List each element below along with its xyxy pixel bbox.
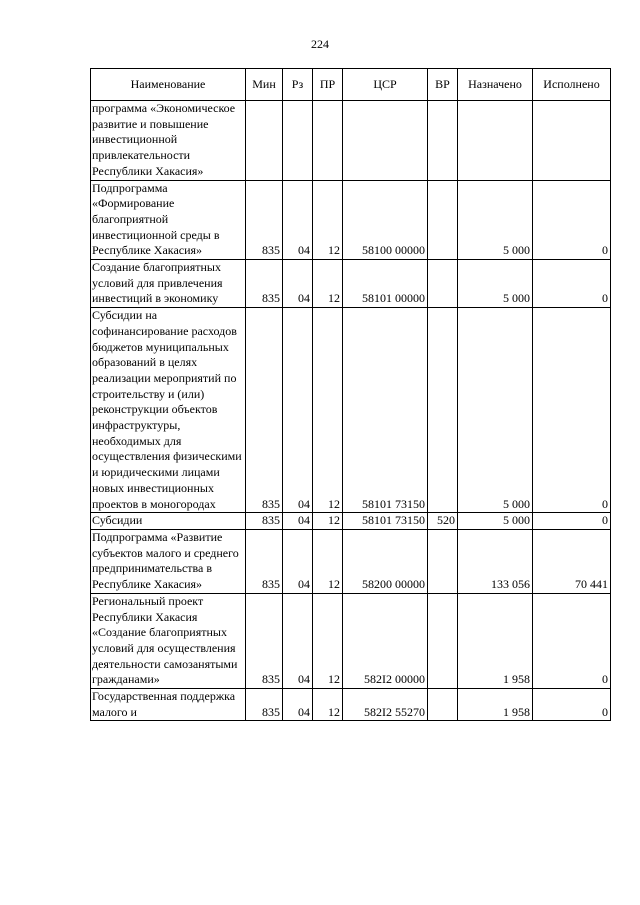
row-csr: 582I2 55270 [343,689,428,721]
header-assigned: Назначено [458,69,533,101]
row-rz: 04 [283,689,313,721]
row-min: 835 [246,180,283,260]
row-csr: 58100 00000 [343,180,428,260]
table-row [91,689,611,721]
row-assigned [458,101,533,181]
row-assigned: 1 958 [458,689,533,721]
row-csr: 58101 73150 [343,308,428,513]
row-executed: 0 [533,689,611,721]
row-vr [428,593,458,688]
row-assigned: 5 000 [458,180,533,260]
header-csr: ЦСР [343,69,428,101]
row-assigned: 5 000 [458,513,533,530]
row-vr [428,308,458,513]
header-name: Наименование [91,69,246,101]
table-header-row [91,69,611,101]
table-row [91,101,611,181]
row-rz: 04 [283,260,313,308]
row-min: 835 [246,513,283,530]
row-assigned: 5 000 [458,260,533,308]
row-vr: 520 [428,513,458,530]
row-name: Государственная поддержка малого и [91,689,246,721]
row-name: Создание благоприятных условий для привлечения инвестиций в экономику [91,260,246,308]
row-csr: 58101 00000 [343,260,428,308]
row-rz: 04 [283,180,313,260]
row-vr [428,260,458,308]
row-csr: 58200 00000 [343,529,428,593]
row-pr: 12 [313,513,343,530]
budget-table [90,68,611,721]
row-min: 835 [246,308,283,513]
header-vr: ВР [428,69,458,101]
row-vr [428,180,458,260]
row-pr: 12 [313,689,343,721]
row-rz: 04 [283,513,313,530]
row-assigned: 1 958 [458,593,533,688]
row-executed: 0 [533,513,611,530]
row-executed: 70 441 [533,529,611,593]
table-row [91,260,611,308]
page-number: 224 [311,37,329,51]
row-min: 835 [246,689,283,721]
header-executed: Исполнено [533,69,611,101]
row-min: 835 [246,260,283,308]
row-min: 835 [246,529,283,593]
table-row [91,593,611,688]
header-rz: Рз [283,69,313,101]
row-executed [533,101,611,181]
row-pr: 12 [313,180,343,260]
row-pr: 12 [313,529,343,593]
row-pr: 12 [313,308,343,513]
row-assigned: 5 000 [458,308,533,513]
row-csr: 582I2 00000 [343,593,428,688]
row-vr [428,529,458,593]
table-row [91,529,611,593]
row-csr [343,101,428,181]
row-vr [428,689,458,721]
row-executed: 0 [533,260,611,308]
header-min: Мин [246,69,283,101]
table-row [91,513,611,530]
row-executed: 0 [533,308,611,513]
row-rz: 04 [283,308,313,513]
row-name: Субсидии на софинансирование расходов бюджетов муниципальных образований в целях реализации мероприятий по строительству и (или) реконструкции объектов инфраструктуры, необходимых для осуществления физическими и юридическими лицами новых инвестиционных проектов в моногородах [91,308,246,513]
row-executed: 0 [533,593,611,688]
header-pr: ПР [313,69,343,101]
table-row [91,180,611,260]
row-min: 835 [246,593,283,688]
row-name: Подпрограмма «Развитие субъектов малого и среднего предпринимательства в Республике Хакасия» [91,529,246,593]
row-assigned: 133 056 [458,529,533,593]
row-rz [283,101,313,181]
row-pr: 12 [313,260,343,308]
row-executed: 0 [533,180,611,260]
row-rz: 04 [283,529,313,593]
row-name: программа «Экономическое развитие и повышение инвестиционной привлекательности Республики Хакасия» [91,101,246,181]
row-csr: 58101 73150 [343,513,428,530]
row-vr [428,101,458,181]
row-pr: 12 [313,593,343,688]
row-name: Субсидии [91,513,246,530]
row-min [246,101,283,181]
row-name: Региональный проект Республики Хакасия «Создание благоприятных условий для осуществления деятельности самозанятыми гражданами» [91,593,246,688]
row-rz: 04 [283,593,313,688]
row-pr [313,101,343,181]
table-row [91,308,611,513]
row-name: Подпрограмма «Формирование благоприятной инвестиционной среды в Республике Хакасия» [91,180,246,260]
